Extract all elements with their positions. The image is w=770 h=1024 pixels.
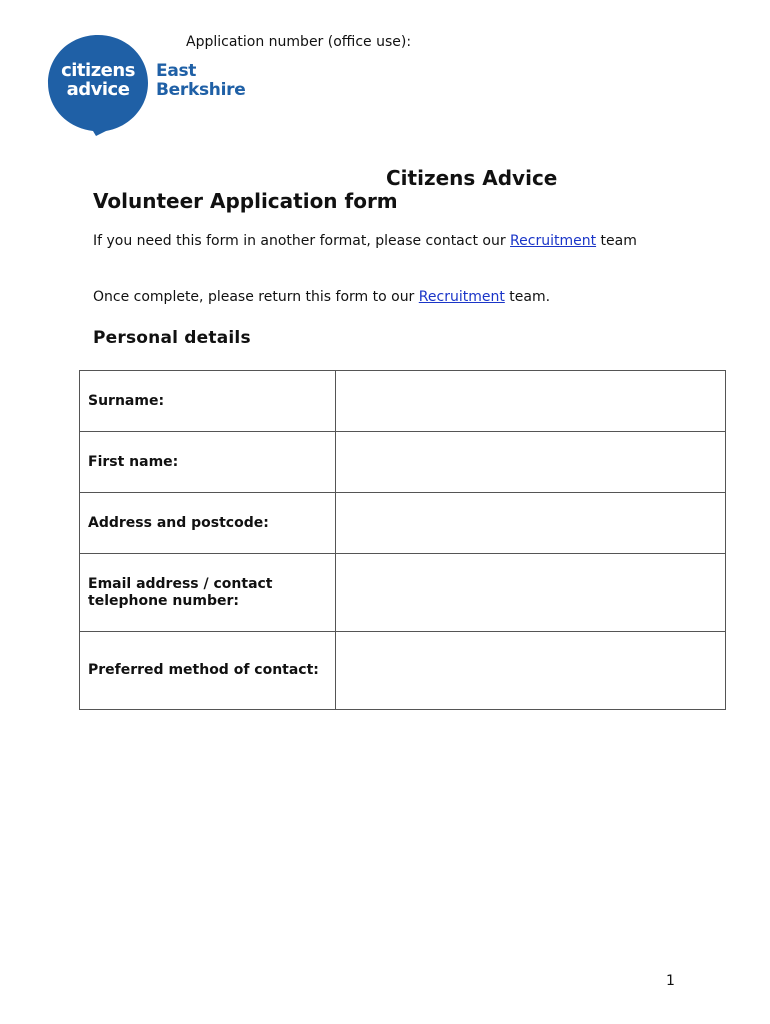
logo-region-text (156, 62, 245, 100)
table-row (80, 371, 726, 432)
table-row (80, 554, 726, 632)
preferred-contact-label: Preferred method of contact: (80, 632, 336, 710)
logo-bubble-line2: advice (66, 79, 130, 100)
para1-text-before: If you need this form in another format, please contact our (93, 233, 511, 249)
page-number: 1 (666, 973, 675, 989)
recruitment-link-2[interactable]: Recruitment (418, 289, 505, 305)
address-field[interactable] (336, 493, 726, 554)
document-title-line2: Volunteer Application form (93, 189, 398, 213)
logo-bubble-line1: citizens (61, 60, 135, 81)
email-phone-label: Email address / contact telephone number: (80, 554, 336, 632)
logo-region-line2: Berkshire (156, 80, 246, 100)
address-label: Address and postcode: (80, 493, 336, 554)
surname-field[interactable] (336, 371, 726, 432)
document-title-line1: Citizens Advice (386, 166, 558, 190)
surname-label: Surname: (80, 371, 336, 432)
para1-text-after: team (596, 233, 637, 249)
application-number-label: Application number (office use): (186, 34, 412, 50)
logo-bubble-text (46, 61, 150, 99)
email-phone-field[interactable] (336, 554, 726, 632)
preferred-contact-field[interactable] (336, 632, 726, 710)
personal-details-heading: Personal details (93, 328, 251, 348)
logo-region-line1: East (156, 61, 197, 81)
alternate-format-paragraph (93, 233, 673, 250)
first-name-field[interactable] (336, 432, 726, 493)
recruitment-link-1[interactable]: Recruitment (510, 233, 597, 249)
para2-text-before: Once complete, please return this form to our (93, 289, 419, 305)
return-form-paragraph (93, 289, 673, 306)
first-name-label: First name: (80, 432, 336, 493)
table-row (80, 632, 726, 710)
citizens-advice-logo (46, 33, 256, 137)
table-row (80, 493, 726, 554)
table-row (80, 432, 726, 493)
personal-details-table (79, 370, 726, 710)
para2-text-after: team. (504, 289, 551, 305)
